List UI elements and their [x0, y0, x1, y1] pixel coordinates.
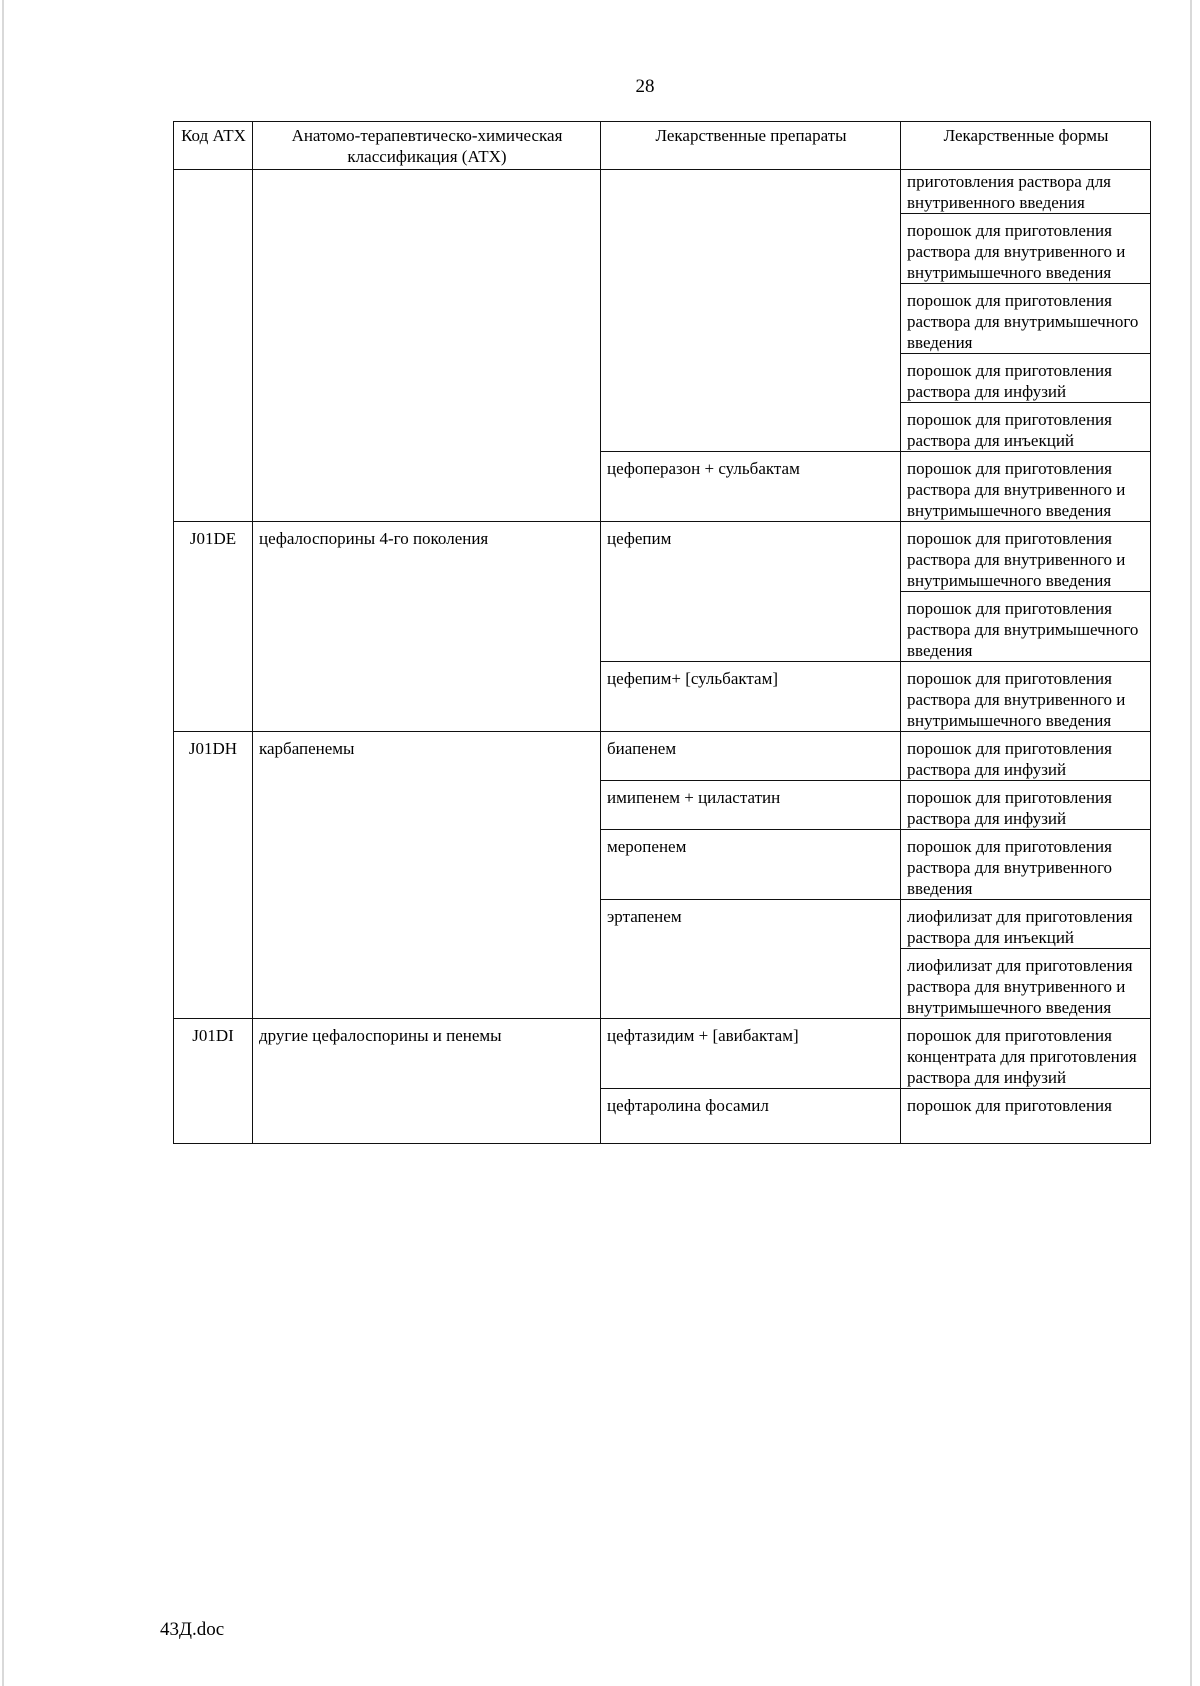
table-row — [174, 522, 1151, 592]
dosage-form-cell: порошок для приготовления раствора для внутривенного и внутримышечного введения — [901, 452, 1151, 522]
dosage-form-cell: приготовления раствора для внутривенного введения — [901, 170, 1151, 214]
page-number: 28 — [635, 76, 655, 97]
drug-cell — [601, 170, 901, 452]
atx-class-cell: другие цефалоспорины и пенемы — [253, 1019, 601, 1144]
dosage-form-cell: порошок для приготовления раствора для внутримышечного введения — [901, 592, 1151, 662]
scan-edge-left — [2, 0, 4, 1686]
drug-cell: эртапенем — [601, 900, 901, 1019]
dosage-form-cell: порошок для приготовления раствора для внутривенного и внутримышечного введения — [901, 662, 1151, 732]
atx-code-cell: J01DI — [174, 1019, 253, 1144]
drug-cell: цефтаролина фосамил — [601, 1089, 901, 1144]
atx-class-cell: карбапенемы — [253, 732, 601, 1019]
footer-filename: 43Д.doc — [160, 1619, 225, 1640]
drug-cell: меропенем — [601, 830, 901, 900]
drug-cell: цефепим+ [сульбактам] — [601, 662, 901, 732]
header-dosage-forms: Лекарственные формы — [901, 122, 1151, 170]
atx-table — [173, 121, 1151, 1144]
atx-code-cell: J01DH — [174, 732, 253, 1019]
dosage-form-cell: порошок для приготовления раствора для инъекций — [901, 403, 1151, 452]
table-row — [174, 1019, 1151, 1089]
dosage-form-cell: порошок для приготовления раствора для внутривенного и внутримышечного введения — [901, 522, 1151, 592]
dosage-form-cell: порошок для приготовления — [901, 1089, 1151, 1144]
dosage-form-cell: порошок для приготовления раствора для внутривенного и внутримышечного введения — [901, 214, 1151, 284]
drug-cell: биапенем — [601, 732, 901, 781]
table-row — [174, 170, 1151, 214]
header-atx-classification: Анатомо-терапевтическо-химическая классификация (АТХ) — [253, 122, 601, 170]
table-row — [174, 732, 1151, 781]
atx-class-cell: цефалоспорины 4-го поколения — [253, 522, 601, 732]
atx-code-cell — [174, 170, 253, 522]
header-atx-code: Код АТХ — [174, 122, 253, 170]
dosage-form-cell: лиофилизат для приготовления раствора для внутривенного и внутримышечного введения — [901, 949, 1151, 1019]
scan-edge-right — [1190, 0, 1192, 1686]
drug-cell: имипенем + циластатин — [601, 781, 901, 830]
dosage-form-cell: порошок для приготовления раствора для инфузий — [901, 781, 1151, 830]
dosage-form-cell: порошок для приготовления раствора для внутримышечного введения — [901, 284, 1151, 354]
drug-cell: цефоперазон + сульбактам — [601, 452, 901, 522]
header-drugs: Лекарственные препараты — [601, 122, 901, 170]
drug-cell: цефтазидим + [авибактам] — [601, 1019, 901, 1089]
table-header-row — [174, 122, 1151, 170]
dosage-form-cell: порошок для приготовления раствора для инфузий — [901, 732, 1151, 781]
drug-cell: цефепим — [601, 522, 901, 662]
dosage-form-cell: порошок для приготовления концентрата для приготовления раствора для инфузий — [901, 1019, 1151, 1089]
dosage-form-cell: порошок для приготовления раствора для инфузий — [901, 354, 1151, 403]
dosage-form-cell: лиофилизат для приготовления раствора для инъекций — [901, 900, 1151, 949]
dosage-form-cell: порошок для приготовления раствора для внутривенного введения — [901, 830, 1151, 900]
atx-class-cell — [253, 170, 601, 522]
atx-code-cell: J01DE — [174, 522, 253, 732]
